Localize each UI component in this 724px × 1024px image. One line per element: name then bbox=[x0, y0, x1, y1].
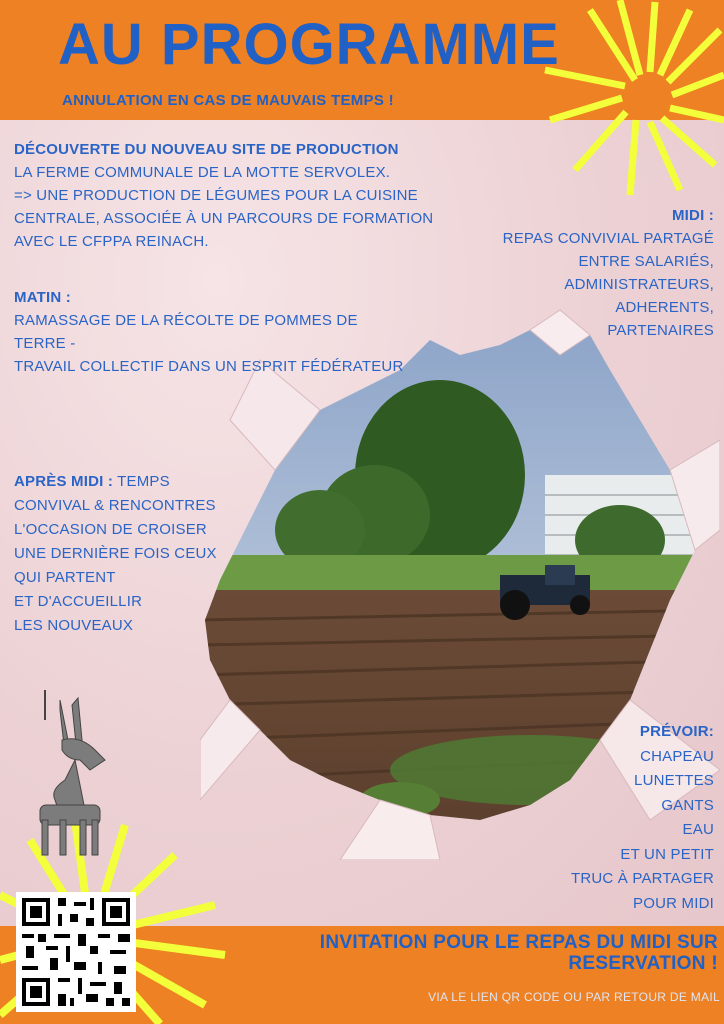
weather-notice: ANNULATION EN CAS DE MAUVAIS TEMPS ! bbox=[62, 92, 394, 109]
midi-line: REPAS CONVIVIAL PARTAGÉ bbox=[502, 230, 714, 247]
discovery-line: => UNE PRODUCTION DE LÉGUMES POUR LA CUISINE bbox=[14, 187, 418, 204]
prevoir-item: TRUC À PARTAGER bbox=[570, 870, 714, 887]
discovery-line: AVEC LE CFPPA REINACH. bbox=[14, 233, 209, 250]
qr-code-icon[interactable] bbox=[16, 892, 136, 1012]
matin-line: TRAVAIL COLLECTIF DANS UN ESPRIT FÉDÉRATEUR bbox=[14, 358, 404, 375]
matin-line: TERRE - bbox=[14, 335, 76, 352]
midi-line: ADHERENTS, bbox=[615, 299, 714, 316]
apres-midi-line: L'OCCASION DE CROISER bbox=[14, 521, 207, 538]
prevoir-item: POUR MIDI bbox=[633, 894, 714, 912]
prevoir-item: LUNETTES bbox=[634, 772, 714, 789]
apres-midi-line: TEMPS bbox=[113, 473, 170, 490]
apres-midi-line: ET D'ACCUEILLIR bbox=[14, 593, 143, 610]
prevoir-item: EAU bbox=[682, 821, 714, 838]
prevoir-section bbox=[571, 720, 714, 916]
invitation-line-2: RESERVATION ! bbox=[568, 953, 718, 974]
apres-midi-line: UNE DERNIÈRE FOIS CEUX bbox=[14, 545, 217, 562]
prevoir-item: CHAPEAU bbox=[640, 747, 714, 765]
prevoir-item: ET UN PETIT bbox=[620, 845, 714, 863]
discovery-section bbox=[14, 138, 433, 253]
midi-line: PARTENAIRES bbox=[607, 322, 714, 339]
apres-midi-line: QUI PARTENT bbox=[14, 569, 116, 586]
apres-midi-section bbox=[14, 470, 217, 638]
llama-illustration bbox=[20, 680, 140, 860]
discovery-heading: DÉCOUVERTE DU NOUVEAU SITE DE PRODUCTION bbox=[14, 141, 399, 158]
apres-midi-heading: APRÈS MIDI : bbox=[14, 473, 114, 490]
matin-heading: MATIN : bbox=[14, 289, 71, 306]
apres-midi-line: CONVIVAL & RENCONTRES bbox=[14, 497, 216, 514]
midi-line: ENTRE SALARIÉS, bbox=[578, 253, 714, 270]
apres-midi-line: LES NOUVEAUX bbox=[14, 617, 134, 634]
matin-section bbox=[14, 286, 404, 378]
prevoir-item: GANTS bbox=[661, 796, 714, 814]
discovery-line: LA FERME COMMUNALE DE LA MOTTE SERVOLEX. bbox=[14, 164, 391, 181]
qr-instructions: VIA LE LIEN QR CODE OU PAR RETOUR DE MAIL bbox=[428, 990, 720, 1004]
invitation-text bbox=[198, 932, 718, 974]
prevoir-heading: PRÉVOIR: bbox=[639, 723, 714, 740]
midi-section bbox=[503, 204, 714, 342]
page-title: AU PROGRAMME bbox=[58, 12, 560, 77]
discovery-line: CENTRALE, ASSOCIÉE À UN PARCOURS DE FORMATION bbox=[14, 210, 434, 227]
invitation-line-1: INVITATION POUR LE REPAS DU MIDI SUR bbox=[319, 932, 718, 953]
midi-heading: MIDI : bbox=[671, 207, 714, 224]
matin-line: RAMASSAGE DE LA RÉCOLTE DE POMMES DE bbox=[14, 312, 358, 329]
midi-line: ADMINISTRATEURS, bbox=[564, 276, 714, 293]
